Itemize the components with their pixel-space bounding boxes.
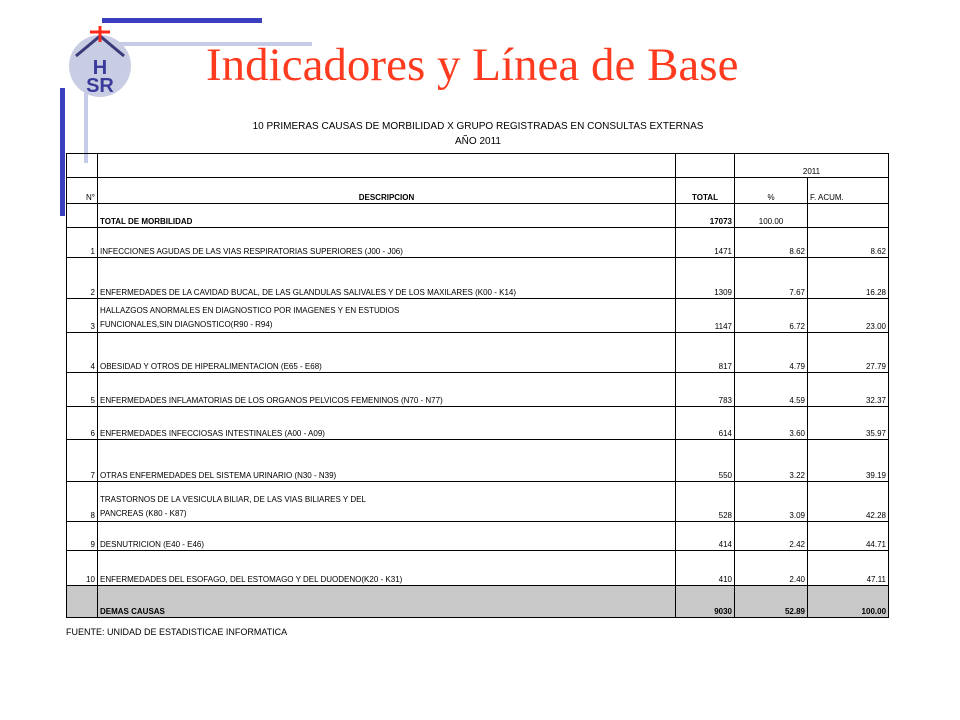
row-acum: 35.97 [808,407,889,440]
row-description: ENFERMEDADES DE LA CAVIDAD BUCAL, DE LAS GLANDULAS SALIVALES Y DE LOS MAXILARES (K00 - K14) [98,258,676,299]
row-acum: 47.11 [808,551,889,586]
row-total: 550 [676,440,735,482]
row-no: 6 [67,407,98,440]
report-heading: 10 PRIMERAS CAUSAS DE MORBILIDAD X GRUPO REGISTRADAS EN CONSULTAS EXTERNAS [252,121,704,132]
row-no: 5 [67,373,98,407]
frame-bar-left [60,88,65,216]
table-row [67,551,889,586]
row-no: 4 [67,333,98,373]
row-total: 1147 [676,299,735,333]
row-no: 8 [67,482,98,522]
logo-text-top: H [92,57,108,79]
row-description: OBESIDAD Y OTROS DE HIPERALIMENTACION (E65 - E68) [98,333,676,373]
header-pct: % [735,178,808,204]
header-no: N° [67,178,98,204]
header-row [67,178,889,204]
total-row [67,204,889,228]
row-description: ENFERMEDADES INFLAMATORIAS DE LOS ORGANOS PELVICOS FEMENINOS (N70 - N77) [98,373,676,407]
row-total: 410 [676,551,735,586]
slide-title: Indicadores y Línea de Base [206,39,739,91]
row-acum: 8.62 [808,228,889,258]
total-total: 17073 [676,204,735,228]
row-description: DESNUTRICION (E40 - E46) [98,522,676,551]
total-description: TOTAL DE MORBILIDAD [98,204,676,228]
table-row [67,299,889,333]
header-row-year [67,154,889,178]
row-pct: 4.79 [735,333,808,373]
table-row [67,522,889,551]
header-acum: F. ACUM. [808,178,889,204]
hospital-house-logo [62,22,138,98]
row-no: 3 [67,299,98,333]
table-row [67,407,889,440]
row-pct: 4.59 [735,373,808,407]
header-year: 2011 [735,154,889,178]
total-acum [808,204,889,228]
row-total: 1471 [676,228,735,258]
row-description-line2: PANCREAS (K80 - K87) [100,509,187,518]
row-pct: 3.22 [735,440,808,482]
row-pct: 2.40 [735,551,808,586]
table-row [67,333,889,373]
row-pct: 8.62 [735,228,808,258]
report-year: AÑO 2011 [455,136,501,147]
table-row [67,482,889,522]
row-pct: 7.67 [735,258,808,299]
row-no: 10 [67,551,98,586]
row-description: OTRAS ENFERMEDADES DEL SISTEMA URINARIO (N30 - N39) [98,440,676,482]
others-description: DEMAS CAUSAS [98,586,676,618]
row-no: 9 [67,522,98,551]
row-total: 528 [676,482,735,522]
total-pct: 100.00 [735,204,808,228]
row-total: 1309 [676,258,735,299]
row-no: 7 [67,440,98,482]
row-description-line2: FUNCIONALES,SIN DIAGNOSTICO(R90 - R94) [100,320,273,329]
logo-text-bottom: SR [86,75,114,97]
others-row [67,586,889,618]
row-description: INFECCIONES AGUDAS DE LAS VIAS RESPIRATORIAS SUPERIORES (J00 - J06) [98,228,676,258]
row-total: 614 [676,407,735,440]
row-description-line1: TRASTORNOS DE LA VESICULA BILIAR, DE LAS VIAS BILIARES Y DEL [100,495,366,504]
table-row [67,258,889,299]
row-pct: 6.72 [735,299,808,333]
row-description: ENFERMEDADES DEL ESOFAGO, DEL ESTOMAGO Y DEL DUODENO(K20 - K31) [98,551,676,586]
row-acum: 44.71 [808,522,889,551]
row-acum: 32.37 [808,373,889,407]
row-total: 817 [676,333,735,373]
header-description: DESCRIPCION [98,178,676,204]
row-acum: 39.19 [808,440,889,482]
row-description-line1: HALLAZGOS ANORMALES EN DIAGNOSTICO POR IMAGENES Y EN ESTUDIOS [100,306,400,315]
row-description: ENFERMEDADES INFECCIOSAS INTESTINALES (A00 - A09) [98,407,676,440]
row-no: 2 [67,258,98,299]
row-pct: 3.60 [735,407,808,440]
others-acum: 100.00 [808,586,889,618]
row-description [98,299,676,333]
morbidity-table [66,153,889,618]
row-acum: 27.79 [808,333,889,373]
table-row [67,440,889,482]
row-pct: 3.09 [735,482,808,522]
row-pct: 2.42 [735,522,808,551]
source-note: FUENTE: UNIDAD DE ESTADISTICAE INFORMATICA [66,627,288,637]
row-acum: 23.00 [808,299,889,333]
others-total: 9030 [676,586,735,618]
row-acum: 42.28 [808,482,889,522]
row-acum: 16.28 [808,258,889,299]
table-row [67,228,889,258]
row-total: 783 [676,373,735,407]
row-no: 1 [67,228,98,258]
row-description [98,482,676,522]
row-total: 414 [676,522,735,551]
table-row [67,373,889,407]
header-total: TOTAL [676,178,735,204]
others-pct: 52.89 [735,586,808,618]
